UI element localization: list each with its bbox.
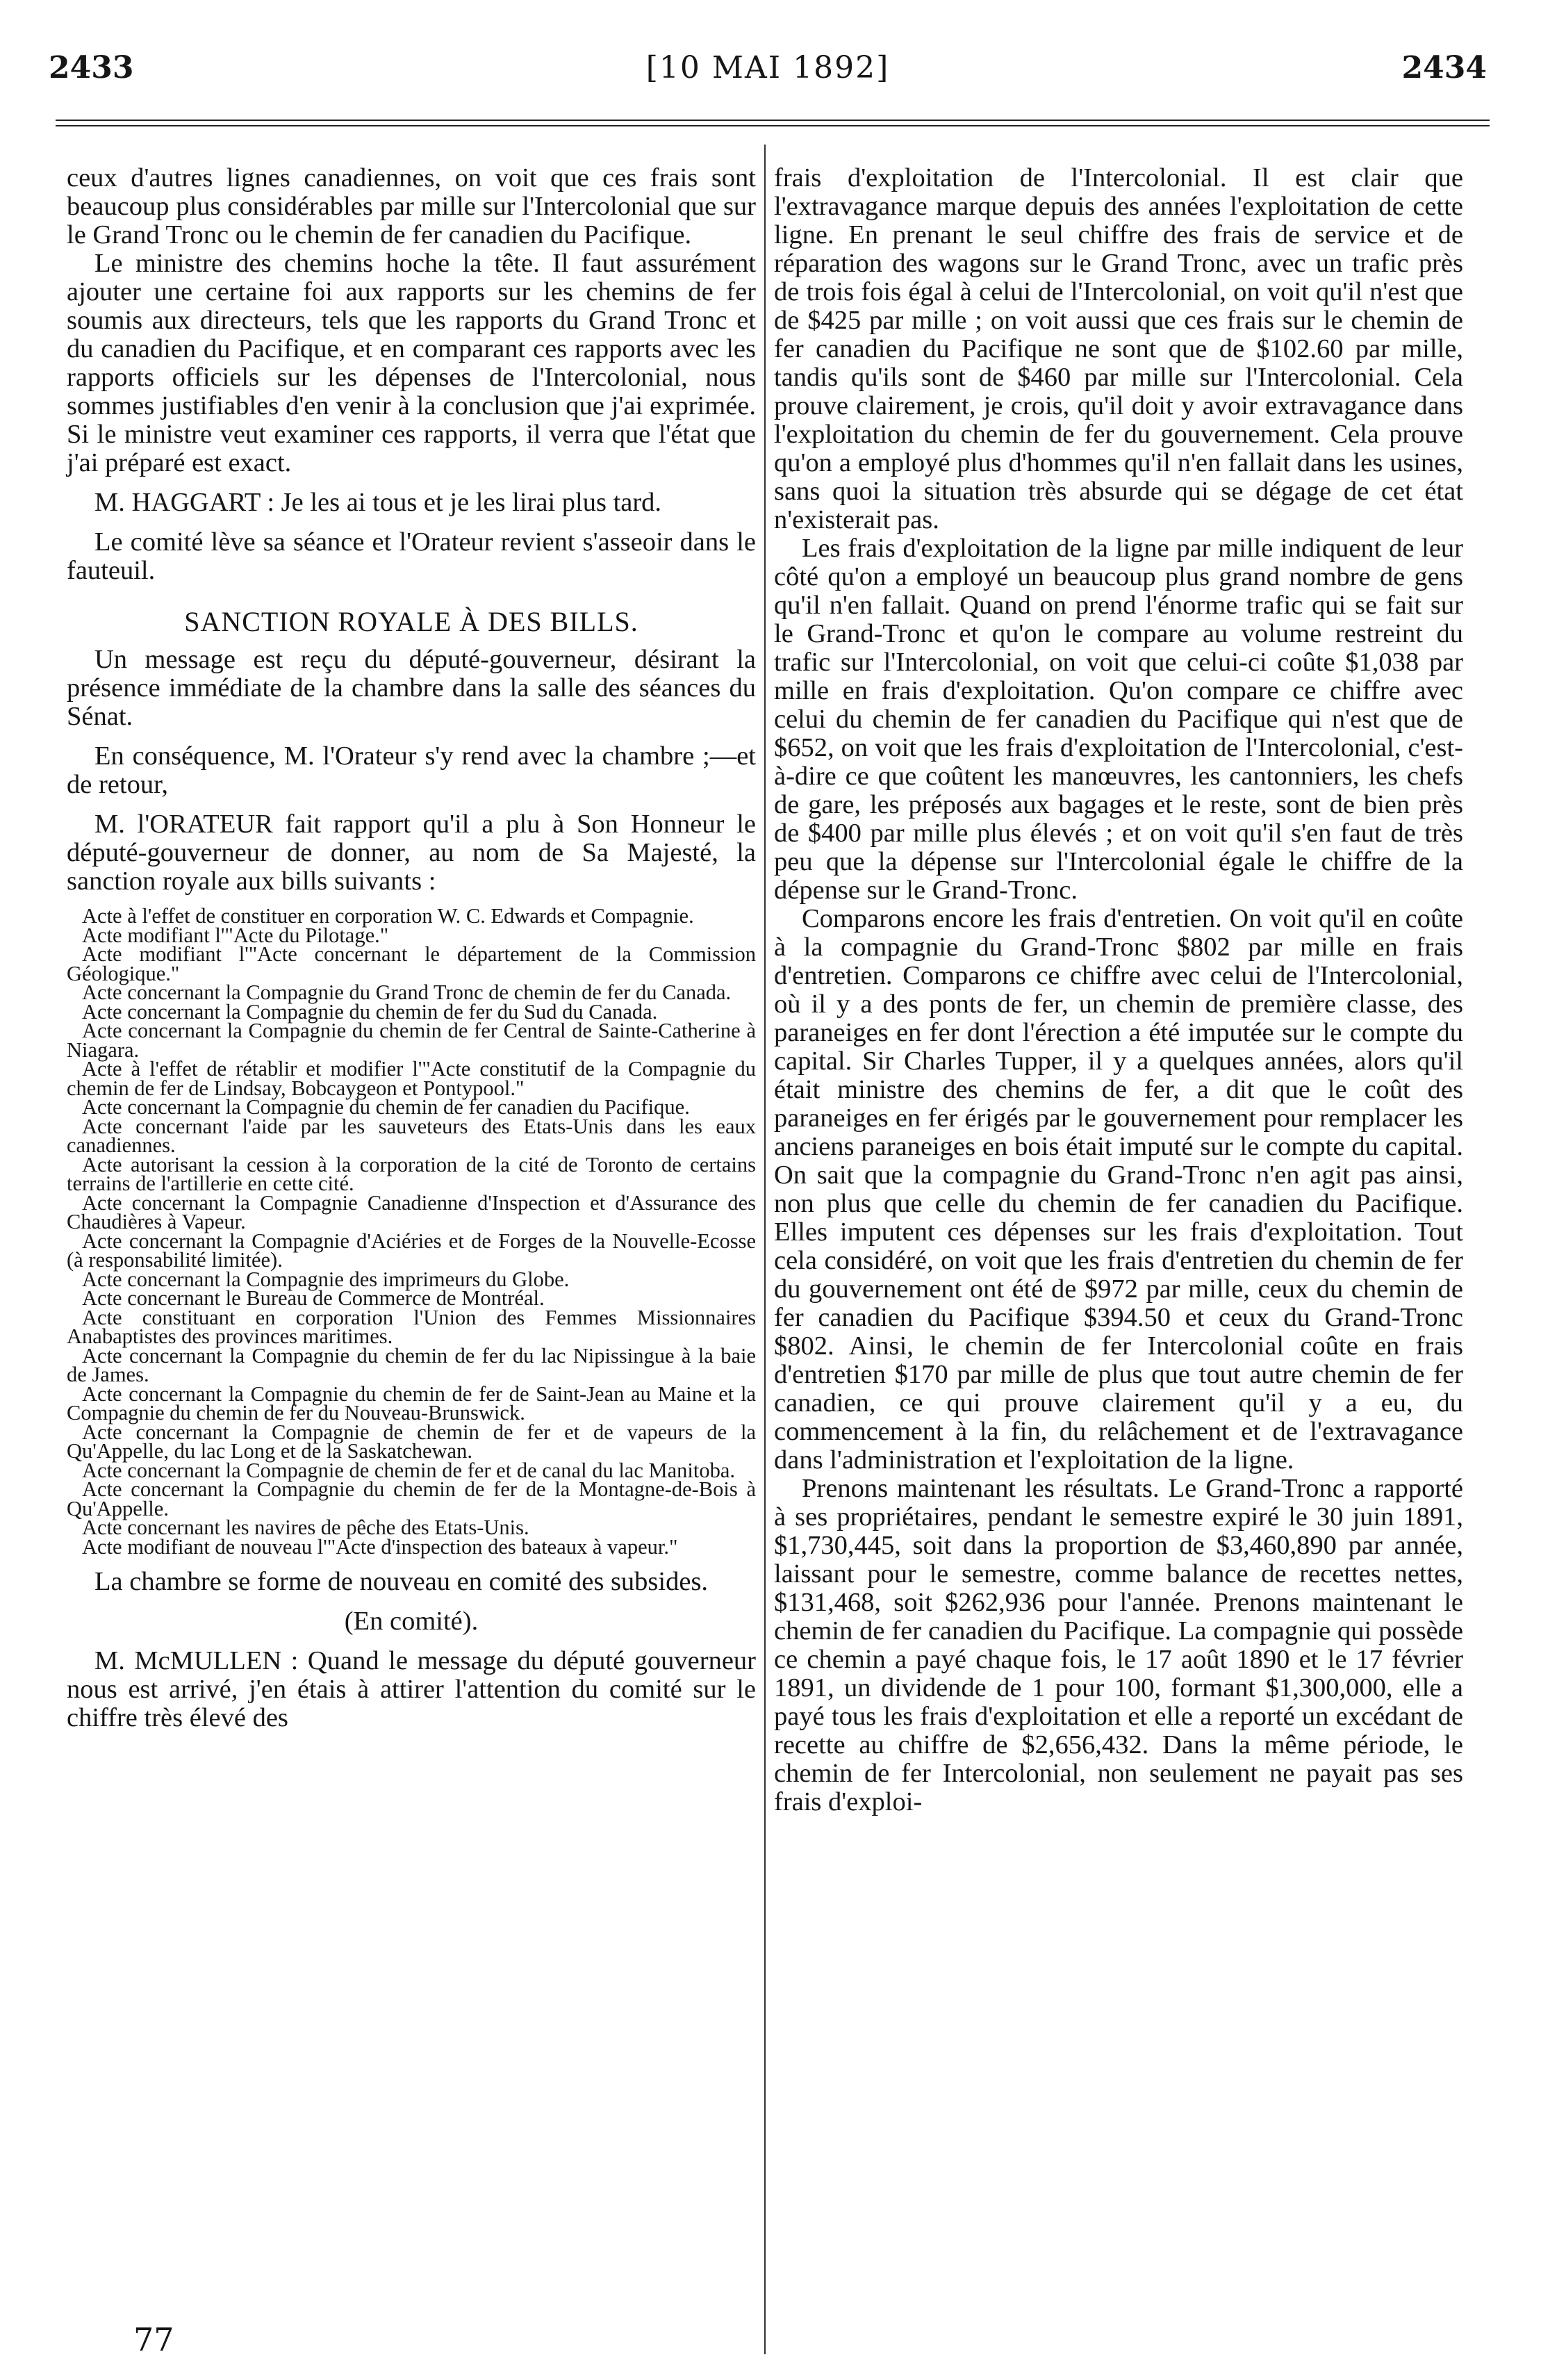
bill-item: Acte constituant en corporation l'Union des Femmes Missionnaires Anabaptistes des provinces maritimes. <box>67 1305 756 1348</box>
bill-item: Acte concernant la Compagnie du chemin de fer de Saint-Jean au Maine et la Compagnie du chemin de fer du Nouveau-Brunswick. <box>67 1381 756 1425</box>
header-rule-top <box>56 120 1490 121</box>
bill-item: Acte concernant la Compagnie du chemin de fer Central de Sainte-Catherine à Niagara. <box>67 1019 756 1062</box>
bill-item: Acte concernant le Bureau de Commerce de Montréal. <box>82 1286 545 1310</box>
page-header <box>49 50 1487 92</box>
bill-item: Acte concernant la Compagnie de chemin de fer et de vapeurs de la Qu'Appelle, du lac Long et de la Saskatchewan. <box>67 1420 756 1463</box>
right-paragraph-3: Comparons encore les frais d'entretien. On voit qu'il en coûte à la compagnie du Grand-Tronc $802 par mille en frais d'entretien. Comparons ce chiffre avec celui de l'Intercolonial, où il y a des ponts de fer, un chemin de première classe, des paraneiges en fer dont l'érection a été imputée sur le compte du capital. Sir Charles Tupper, il y a quelques années, alors qu'il était ministre des chemins de fer, a dit que le coût des paraneiges en fer érigés par le gouvernement pour remplacer les anciens paraneiges en bois était imputé sur le compte du capital. On sait que la compagnie du Grand-Tronc n'en agit pas ainsi, non plus que celle du chemin de fer canadien du Pacifique. Elles imputent ces dépenses sur les frais d'exploitation. Tout cela considéré, on voit que les frais d'entretien du chemin de fer du gouvernement ont été de $972 par mille, ceux du chemin de fer canadien du Pacifique $394.50 et ceux du Grand-Tronc $802. Ainsi, le chemin de fer Intercolonial coûte en frais d'entretien $170 par mille de plus que tout autre chemin de fer canadien, ce qui prouve clairement qu'il y a eu, du commencement à la fin, du relâchement et de l'extravagance dans l'administration et l'exploitation de la ligne. <box>774 904 1463 1475</box>
bill-item: Acte à l'effet de constituer en corporation W. C. Edwards et Compagnie. <box>82 904 694 928</box>
signature-mark: 77 <box>133 2321 174 2358</box>
left-paragraph-10: M. McMULLEN : Quand le message du député gouverneur nous est arrivé, j'en étais à attirer l'attention du comité sur le chiffre très élevé des <box>67 1646 756 1732</box>
left-paragraph-4: Le comité lève sa séance et l'Orateur revient s'asseoir dans le fauteuil. <box>67 527 756 585</box>
bill-item: Acte concernant la Compagnie du Grand Tronc de chemin de fer du Canada. <box>82 980 732 1004</box>
left-paragraph-5: Un message est reçu du député-gouverneur, désirant la présence immédiate de la chambre dans la salle des séances du Sénat. <box>67 645 756 731</box>
bill-item: Acte autorisant la cession à la corporation de la cité de Toronto de certains terrains de l'artillerie en cette cité. <box>67 1152 756 1195</box>
header-rule-bottom <box>56 125 1490 126</box>
bill-item: Acte concernant la Compagnie de chemin de fer et de canal du lac Manitoba. <box>82 1458 736 1482</box>
bill-item: Acte concernant la Compagnie du chemin de fer canadien du Pacifique. <box>82 1095 690 1119</box>
bill-item: Acte concernant la Compagnie du chemin de fer du lac Nipissingue à la baie de James. <box>67 1343 756 1386</box>
left-paragraph-8: La chambre se forme de nouveau en comité des subsides. <box>94 1567 709 1596</box>
left-column <box>67 164 756 1732</box>
left-paragraph-6: En conséquence, M. l'Orateur s'y rend avec la chambre ;—et de retour, <box>67 741 756 799</box>
left-paragraph-1: ceux d'autres lignes canadiennes, on voit que ces frais sont beaucoup plus considérables par mille sur l'Intercolonial que sur le Grand Tronc ou le chemin de fer canadien du Pacifique. <box>67 163 756 249</box>
page-number-right: 2434 <box>1401 50 1487 85</box>
left-paragraph-2: Le ministre des chemins hoche la tête. Il faut assurément ajouter une certaine foi aux rapports sur les chemins de fer soumis aux directeurs, tels que les rapports du Grand Tronc et du canadien du Pacifique, et en comparant ces rapports avec les rapports officiels sur les dépenses de l'Intercolonial, nous sommes justifiables d'en venir à la conclusion que j'ai exprimée. Si le ministre veut examiner ces rapports, il verra que l'état que j'ai préparé est exact. <box>67 249 756 477</box>
bill-item: Acte concernant la Compagnie Canadienne d'Inspection et d'Assurance des Chaudières à Vapeur. <box>67 1190 756 1233</box>
left-paragraph-7: M. l'ORATEUR fait rapport qu'il a plu à Son Honneur le député-gouverneur de donner, au nom de Sa Majesté, la sanction royale aux bills suivants : <box>67 810 756 896</box>
bill-item: Acte concernant la Compagnie d'Aciéries et de Forges de la Nouvelle-Ecosse (à responsabilité limitée). <box>67 1229 756 1272</box>
bill-item: Acte concernant les navires de pêche des Etats-Unis. <box>82 1516 529 1539</box>
bill-item: Acte modifiant de nouveau l'"Acte d'inspection des bateaux à vapeur." <box>82 1534 678 1559</box>
bill-item: Acte concernant la Compagnie du chemin de fer de la Montagne-de-Bois à Qu'Appelle. <box>67 1477 756 1520</box>
bill-item: Acte modifiant l'"Acte du Pilotage." <box>82 923 389 947</box>
bill-item: Acte modifiant l'"Acte concernant le département de la Commission Géologique." <box>67 942 756 985</box>
page-number-left: 2433 <box>49 50 134 85</box>
right-paragraph-2: Les frais d'exploitation de la ligne par mille indiquent de leur côté qu'on a employé un beaucoup plus grand nombre de gens qu'il n'en fallait. Quand on prend l'énorme trafic qui se fait sur le Grand-Tronc et qu'on le compare au volume restreint du trafic sur l'Intercolonial, on voit que celui-ci coûte $1,038 par mille en frais d'exploitation. Qu'on compare ce chiffre avec celui du chemin de fer canadien du Pacifique qui n'est que de $652, on voit que les frais d'exploitation de l'Intercolonial, c'est-à-dire ce que coûtent les manœuvres, les cantonniers, les chefs de gare, les préposés aux bagages et le reste, sont de bien près de $400 par mille plus élevés ; et on voit qu'il s'en faut de très peu que la dépense sur l'Intercolonial égale le chiffre de la dépense sur le Grand-Tronc. <box>774 534 1463 905</box>
right-paragraph-1: frais d'exploitation de l'Intercolonial. Il est clair que l'extravagance marque depuis des années l'exploitation de cette ligne. En prenant le seul chiffre des frais de service et de réparation des wagons sur le Grand Tronc, avec un trafic près de trois fois égal à celui de l'Intercolonial, on voit qu'il n'est que de $425 par mille ; on voit aussi que ces frais sur le chemin de fer canadien du Pacifique ne sont que de $102.60 par mille, tandis qu'ils sont de $460 par mille sur l'Intercolonial. Cela prouve clairement, je crois, qu'il doit y avoir extravagance dans l'exploitation du chemin de fer du gouvernement. Cela prouve qu'on a employé plus d'hommes qu'il n'en fallait dans les usines, sans quoi la situation très absurde qui se dégage de cet état n'existerait pas. <box>774 163 1463 534</box>
bill-item: Acte concernant la Compagnie des imprimeurs du Globe. <box>82 1267 570 1291</box>
header-date: [10 MAI 1892] <box>645 50 890 85</box>
bills-list <box>67 904 756 1559</box>
bill-item: Acte concernant l'aide par les sauveteurs des Etats-Unis dans les eaux canadiennes. <box>67 1114 756 1157</box>
column-divider <box>764 145 766 2354</box>
left-paragraph-3: M. HAGGART : Je les ai tous et je les lirai plus tard. <box>94 488 662 517</box>
bill-item: Acte à l'effet de rétablir et modifier l'"Acte constitutif de la Compagnie du chemin de fer de Lindsay, Bobcaygeon et Pontypool." <box>67 1057 756 1100</box>
section-heading: SANCTION ROYALE À DES BILLS. <box>184 606 638 637</box>
left-paragraph-9: (En comité). <box>344 1607 479 1636</box>
right-column <box>774 164 1463 1816</box>
right-paragraph-4: Prenons maintenant les résultats. Le Grand-Tronc a rapporté à ses propriétaires, pendant le semestre expiré le 30 juin 1891, $1,730,445, soit dans la proportion de $3,460,890 par année, laissant pour le semestre, comme balance de recettes nettes, $131,468, soit $262,936 pour l'année. Prenons maintenant le chemin de fer canadien du Pacifique. La compagnie qui possède ce chemin a payé chaque fois, le 17 août 1890 et le 17 février 1891, un dividende de 1 pour 100, formant $1,300,000, elle a payé tous les frais d'exploitation et elle a reporté un excédant de recette au chiffre de $2,656,432. Dans la même période, le chemin de fer Intercolonial, non seulement ne payait pas ses frais d'exploi- <box>774 1474 1463 1816</box>
bill-item: Acte concernant la Compagnie du chemin de fer du Sud du Canada. <box>82 999 658 1024</box>
